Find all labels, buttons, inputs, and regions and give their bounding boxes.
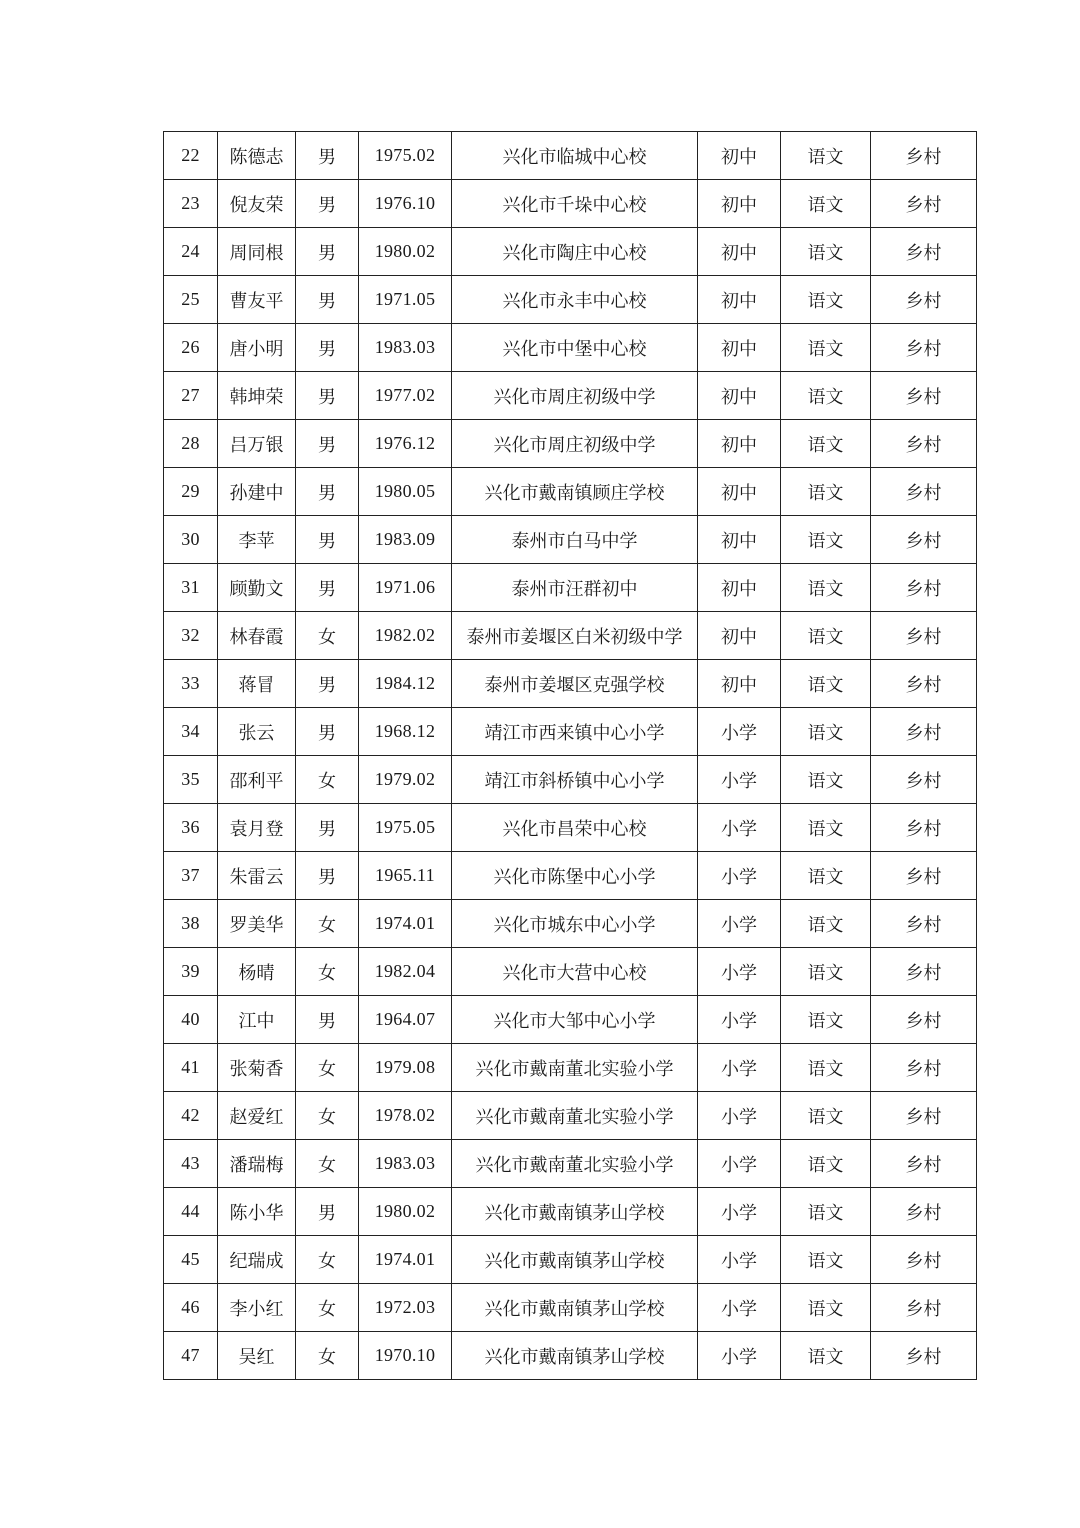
cell-number: 40 [164,996,218,1044]
cell-school-level: 小学 [698,1332,781,1380]
cell-school: 兴化市周庄初级中学 [452,372,698,420]
cell-school-level: 小学 [698,1092,781,1140]
cell-number: 38 [164,900,218,948]
cell-school: 兴化市戴南镇茅山学校 [452,1188,698,1236]
cell-birth-date: 1984.12 [359,660,452,708]
cell-area: 乡村 [871,276,977,324]
cell-name: 李小红 [218,1284,296,1332]
cell-number: 29 [164,468,218,516]
cell-subject: 语文 [781,948,871,996]
cell-school: 兴化市戴南镇茅山学校 [452,1236,698,1284]
cell-gender: 男 [296,372,359,420]
cell-number: 44 [164,1188,218,1236]
cell-birth-date: 1965.11 [359,852,452,900]
table-row [164,1332,977,1380]
cell-name: 朱雷云 [218,852,296,900]
cell-birth-date: 1983.03 [359,1140,452,1188]
cell-school-level: 初中 [698,228,781,276]
cell-gender: 女 [296,1140,359,1188]
cell-number: 32 [164,612,218,660]
cell-area: 乡村 [871,612,977,660]
cell-birth-date: 1983.03 [359,324,452,372]
cell-name: 李苹 [218,516,296,564]
cell-area: 乡村 [871,1284,977,1332]
cell-area: 乡村 [871,756,977,804]
table-row [164,1284,977,1332]
cell-area: 乡村 [871,1188,977,1236]
cell-gender: 女 [296,1284,359,1332]
cell-number: 46 [164,1284,218,1332]
cell-subject: 语文 [781,756,871,804]
cell-school-level: 初中 [698,468,781,516]
cell-birth-date: 1978.02 [359,1092,452,1140]
cell-area: 乡村 [871,996,977,1044]
cell-area: 乡村 [871,1332,977,1380]
cell-school: 兴化市大邹中心小学 [452,996,698,1044]
cell-name: 倪友荣 [218,180,296,228]
cell-subject: 语文 [781,132,871,180]
cell-gender: 女 [296,948,359,996]
cell-number: 41 [164,1044,218,1092]
cell-number: 24 [164,228,218,276]
cell-school-level: 初中 [698,372,781,420]
cell-gender: 女 [296,900,359,948]
cell-name: 纪瑞成 [218,1236,296,1284]
cell-school: 兴化市戴南董北实验小学 [452,1092,698,1140]
cell-subject: 语文 [781,1092,871,1140]
cell-area: 乡村 [871,372,977,420]
cell-gender: 男 [296,180,359,228]
cell-area: 乡村 [871,948,977,996]
cell-number: 39 [164,948,218,996]
cell-school-level: 小学 [698,1284,781,1332]
cell-number: 33 [164,660,218,708]
cell-birth-date: 1964.07 [359,996,452,1044]
cell-name: 孙建中 [218,468,296,516]
cell-subject: 语文 [781,468,871,516]
cell-subject: 语文 [781,708,871,756]
cell-school: 兴化市戴南镇顾庄学校 [452,468,698,516]
cell-area: 乡村 [871,708,977,756]
cell-subject: 语文 [781,420,871,468]
cell-school-level: 小学 [698,996,781,1044]
cell-subject: 语文 [781,564,871,612]
cell-area: 乡村 [871,180,977,228]
cell-school: 兴化市昌荣中心校 [452,804,698,852]
cell-number: 34 [164,708,218,756]
cell-school-level: 小学 [698,900,781,948]
cell-name: 陈小华 [218,1188,296,1236]
cell-number: 28 [164,420,218,468]
cell-gender: 男 [296,516,359,564]
table-row [164,132,977,180]
cell-name: 袁月登 [218,804,296,852]
cell-name: 张菊香 [218,1044,296,1092]
cell-number: 45 [164,1236,218,1284]
cell-school-level: 小学 [698,804,781,852]
cell-school: 兴化市戴南董北实验小学 [452,1044,698,1092]
table-row [164,372,977,420]
cell-name: 陈德志 [218,132,296,180]
cell-school: 泰州市姜堰区克强学校 [452,660,698,708]
cell-subject: 语文 [781,804,871,852]
cell-school-level: 初中 [698,660,781,708]
cell-area: 乡村 [871,420,977,468]
cell-subject: 语文 [781,276,871,324]
cell-number: 23 [164,180,218,228]
table-row [164,324,977,372]
cell-gender: 女 [296,612,359,660]
cell-area: 乡村 [871,1044,977,1092]
cell-gender: 男 [296,996,359,1044]
cell-name: 林春霞 [218,612,296,660]
cell-school: 兴化市永丰中心校 [452,276,698,324]
cell-gender: 男 [296,276,359,324]
table-row [164,516,977,564]
cell-birth-date: 1972.03 [359,1284,452,1332]
cell-school: 靖江市西来镇中心小学 [452,708,698,756]
cell-gender: 女 [296,1044,359,1092]
cell-name: 曹友平 [218,276,296,324]
cell-name: 吴红 [218,1332,296,1380]
cell-birth-date: 1971.06 [359,564,452,612]
cell-gender: 男 [296,708,359,756]
cell-school: 兴化市临城中心校 [452,132,698,180]
cell-birth-date: 1976.12 [359,420,452,468]
cell-school-level: 初中 [698,420,781,468]
cell-name: 赵爱红 [218,1092,296,1140]
table-row [164,1044,977,1092]
cell-school: 泰州市汪群初中 [452,564,698,612]
cell-school: 泰州市姜堰区白米初级中学 [452,612,698,660]
cell-school: 靖江市斜桥镇中心小学 [452,756,698,804]
cell-school-level: 初中 [698,324,781,372]
table-row [164,228,977,276]
cell-gender: 女 [296,756,359,804]
cell-school-level: 小学 [698,948,781,996]
cell-school: 兴化市陈堡中心小学 [452,852,698,900]
cell-school-level: 小学 [698,1236,781,1284]
table-row [164,420,977,468]
cell-gender: 男 [296,660,359,708]
cell-subject: 语文 [781,1236,871,1284]
cell-subject: 语文 [781,900,871,948]
cell-school-level: 初中 [698,132,781,180]
cell-birth-date: 1976.10 [359,180,452,228]
cell-birth-date: 1979.08 [359,1044,452,1092]
table-row [164,804,977,852]
cell-gender: 男 [296,420,359,468]
cell-birth-date: 1974.01 [359,900,452,948]
cell-area: 乡村 [871,852,977,900]
cell-area: 乡村 [871,132,977,180]
cell-area: 乡村 [871,564,977,612]
cell-school: 兴化市戴南董北实验小学 [452,1140,698,1188]
cell-number: 47 [164,1332,218,1380]
cell-birth-date: 1979.02 [359,756,452,804]
cell-school: 泰州市白马中学 [452,516,698,564]
cell-subject: 语文 [781,1044,871,1092]
cell-birth-date: 1971.05 [359,276,452,324]
cell-number: 31 [164,564,218,612]
cell-subject: 语文 [781,372,871,420]
cell-subject: 语文 [781,1188,871,1236]
cell-area: 乡村 [871,324,977,372]
table-row [164,900,977,948]
cell-birth-date: 1970.10 [359,1332,452,1380]
cell-birth-date: 1982.02 [359,612,452,660]
cell-number: 35 [164,756,218,804]
cell-gender: 女 [296,1092,359,1140]
cell-name: 吕万银 [218,420,296,468]
cell-gender: 男 [296,228,359,276]
cell-gender: 男 [296,468,359,516]
cell-birth-date: 1968.12 [359,708,452,756]
cell-school-level: 小学 [698,756,781,804]
cell-gender: 男 [296,852,359,900]
cell-name: 周同根 [218,228,296,276]
table-row [164,852,977,900]
cell-school: 兴化市戴南镇茅山学校 [452,1284,698,1332]
cell-birth-date: 1983.09 [359,516,452,564]
cell-birth-date: 1975.02 [359,132,452,180]
table-row [164,612,977,660]
cell-number: 25 [164,276,218,324]
table-row [164,1092,977,1140]
cell-area: 乡村 [871,1140,977,1188]
cell-school: 兴化市中堡中心校 [452,324,698,372]
cell-name: 潘瑞梅 [218,1140,296,1188]
table-row [164,180,977,228]
cell-subject: 语文 [781,180,871,228]
cell-area: 乡村 [871,900,977,948]
roster-body [164,132,977,1380]
cell-gender: 男 [296,564,359,612]
cell-number: 26 [164,324,218,372]
cell-subject: 语文 [781,612,871,660]
table-row [164,996,977,1044]
cell-area: 乡村 [871,804,977,852]
cell-birth-date: 1980.02 [359,228,452,276]
table-row [164,708,977,756]
table-row [164,468,977,516]
table-row [164,756,977,804]
cell-name: 顾勤文 [218,564,296,612]
cell-gender: 男 [296,804,359,852]
cell-school-level: 初中 [698,612,781,660]
cell-number: 27 [164,372,218,420]
teacher-roster-table [163,131,977,1380]
table-row [164,1140,977,1188]
cell-name: 邵利平 [218,756,296,804]
cell-school-level: 初中 [698,516,781,564]
cell-subject: 语文 [781,852,871,900]
cell-area: 乡村 [871,1236,977,1284]
cell-area: 乡村 [871,1092,977,1140]
cell-birth-date: 1974.01 [359,1236,452,1284]
table-row [164,1188,977,1236]
cell-school: 兴化市城东中心小学 [452,900,698,948]
cell-name: 韩坤荣 [218,372,296,420]
cell-school-level: 小学 [698,708,781,756]
table-row [164,660,977,708]
cell-area: 乡村 [871,228,977,276]
cell-school: 兴化市大营中心校 [452,948,698,996]
cell-gender: 男 [296,324,359,372]
cell-name: 江中 [218,996,296,1044]
cell-birth-date: 1975.05 [359,804,452,852]
cell-school-level: 初中 [698,180,781,228]
cell-area: 乡村 [871,468,977,516]
cell-name: 唐小明 [218,324,296,372]
cell-name: 罗美华 [218,900,296,948]
cell-gender: 男 [296,132,359,180]
cell-area: 乡村 [871,660,977,708]
cell-number: 30 [164,516,218,564]
cell-school-level: 初中 [698,276,781,324]
table-row [164,276,977,324]
cell-number: 43 [164,1140,218,1188]
cell-school: 兴化市千垛中心校 [452,180,698,228]
cell-gender: 男 [296,1188,359,1236]
cell-school-level: 小学 [698,1188,781,1236]
cell-name: 张云 [218,708,296,756]
cell-name: 蒋冒 [218,660,296,708]
cell-school: 兴化市周庄初级中学 [452,420,698,468]
cell-birth-date: 1980.02 [359,1188,452,1236]
cell-number: 36 [164,804,218,852]
cell-gender: 女 [296,1332,359,1380]
cell-subject: 语文 [781,1332,871,1380]
cell-number: 22 [164,132,218,180]
cell-subject: 语文 [781,996,871,1044]
cell-birth-date: 1980.05 [359,468,452,516]
cell-subject: 语文 [781,1284,871,1332]
cell-number: 37 [164,852,218,900]
cell-name: 杨晴 [218,948,296,996]
table-row [164,948,977,996]
cell-subject: 语文 [781,1140,871,1188]
cell-subject: 语文 [781,324,871,372]
cell-area: 乡村 [871,516,977,564]
cell-birth-date: 1982.04 [359,948,452,996]
table-row [164,564,977,612]
cell-school-level: 小学 [698,852,781,900]
cell-school-level: 小学 [698,1140,781,1188]
cell-number: 42 [164,1092,218,1140]
cell-school-level: 小学 [698,1044,781,1092]
cell-birth-date: 1977.02 [359,372,452,420]
cell-subject: 语文 [781,516,871,564]
cell-school: 兴化市戴南镇茅山学校 [452,1332,698,1380]
table-row [164,1236,977,1284]
cell-gender: 女 [296,1236,359,1284]
cell-school-level: 初中 [698,564,781,612]
cell-school: 兴化市陶庄中心校 [452,228,698,276]
cell-subject: 语文 [781,660,871,708]
cell-subject: 语文 [781,228,871,276]
